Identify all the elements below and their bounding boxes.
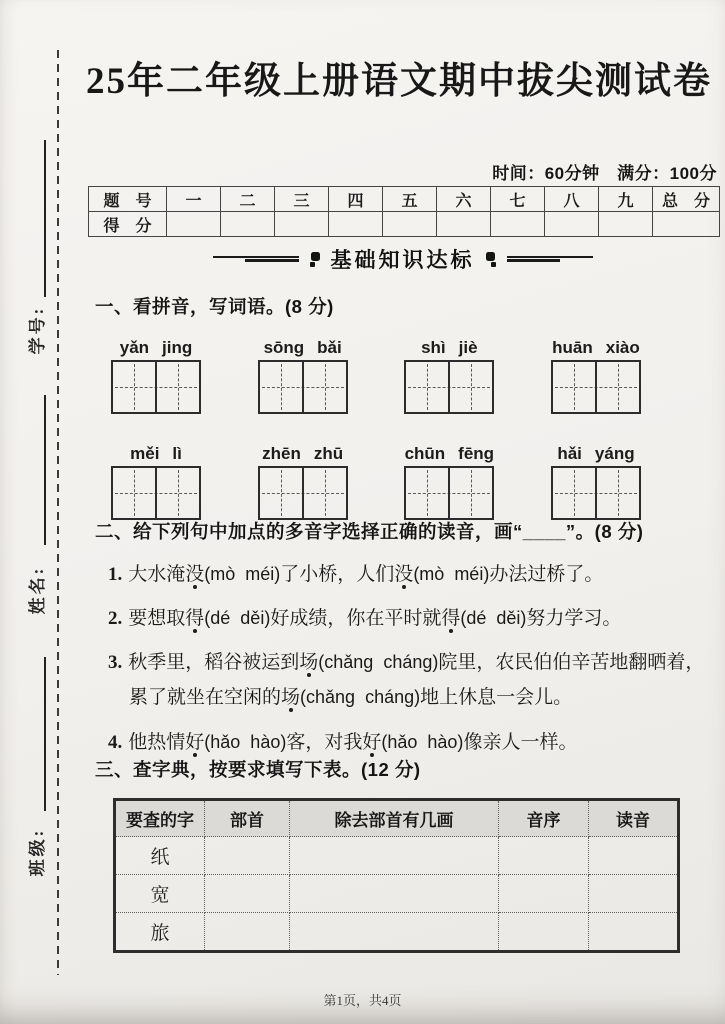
multi-sound-sentence <box>95 557 715 592</box>
writing-cell <box>406 468 448 518</box>
score-empty-cell <box>545 212 599 237</box>
writing-cell <box>260 468 302 518</box>
question-3-title: 三、查字典，按要求填写下表。(12 分) <box>95 759 421 780</box>
pinyin-label <box>551 442 641 464</box>
dictionary-table-row <box>115 875 679 913</box>
writing-grid <box>404 466 494 520</box>
pinyin-options: (dé děi) <box>460 608 527 629</box>
sentence-text: 院里，农民伯伯辛苦地翻晒着，累了就坐在空闲的 <box>129 652 705 709</box>
sentence-text: 秋季里，稻谷被运到 <box>128 652 300 674</box>
student-class-blank-line <box>44 657 46 811</box>
pinyin-options: (hǎo hào) <box>204 731 287 752</box>
score-empty-cell <box>383 212 437 237</box>
pinyin-syllable: hǎi <box>557 444 582 463</box>
student-id-label: 学号: <box>28 305 47 355</box>
answer-empty-cell <box>205 913 290 952</box>
question-2-section <box>95 518 715 760</box>
writing-grid <box>551 466 641 520</box>
pinyin-word <box>404 336 494 414</box>
lookup-character-cell: 纸 <box>115 837 205 875</box>
dotted-character: 没 <box>185 564 205 585</box>
writing-cell <box>113 468 155 518</box>
pinyin-syllable: zhū <box>313 444 344 463</box>
answer-empty-cell <box>589 837 679 875</box>
banner-left-line <box>213 255 299 264</box>
pinyin-syllable: lì <box>172 444 182 463</box>
pinyin-word-rows <box>95 336 717 520</box>
banner-right-ornament-icon <box>486 252 498 267</box>
pinyin-syllable: zhēn <box>262 444 301 463</box>
sentence-text: 努力学习。 <box>526 608 622 630</box>
pinyin-word <box>111 442 201 520</box>
dictionary-table-header-cell: 读音 <box>589 800 679 837</box>
writing-grid <box>111 466 201 520</box>
answer-empty-cell <box>499 913 589 952</box>
score-empty-cell <box>437 212 491 237</box>
pinyin-label <box>404 442 494 464</box>
time-fullscore-info: 时间：60分钟 满分：100分 <box>492 164 717 183</box>
student-name-label: 姓名: <box>28 565 47 615</box>
writing-cell <box>406 362 448 412</box>
multi-sound-sentences <box>95 557 715 760</box>
student-name-blank-line <box>44 395 46 545</box>
question-1-section <box>95 293 717 520</box>
score-table-label-cell: 题 号 <box>89 187 167 212</box>
pinyin-syllable: jiè <box>458 338 478 357</box>
section-banner <box>88 244 717 274</box>
pinyin-label <box>404 336 494 358</box>
score-empty-cell <box>329 212 383 237</box>
writing-cell <box>260 362 302 412</box>
score-table-question-cell: 八 <box>545 187 599 212</box>
dictionary-table-header-cell: 部首 <box>205 800 290 837</box>
writing-cell <box>448 468 492 518</box>
answer-empty-cell <box>290 837 499 875</box>
sentence-text: 办法过桥了。 <box>489 564 604 585</box>
sentence-text: 他热情 <box>128 731 186 753</box>
answer-empty-cell <box>499 837 589 875</box>
pinyin-syllable: chūn <box>404 444 446 463</box>
item-number: 1. <box>108 564 123 585</box>
pinyin-label <box>258 336 348 358</box>
answer-empty-cell <box>589 913 679 952</box>
score-empty-cell <box>221 212 275 237</box>
score-empty-cell <box>167 212 221 237</box>
pinyin-word <box>111 336 201 414</box>
pinyin-syllable: sōng <box>263 338 305 357</box>
pinyin-word <box>258 442 348 520</box>
score-table-question-cell: 四 <box>329 187 383 212</box>
dotted-character: 得 <box>185 608 205 630</box>
answer-empty-cell <box>290 875 499 913</box>
item-number: 2. <box>108 608 123 630</box>
pinyin-syllable: yáng <box>594 444 635 463</box>
answer-empty-cell <box>205 875 290 913</box>
dictionary-table-header-cell: 除去部首有几画 <box>290 800 499 837</box>
pinyin-options: (mò méi) <box>413 564 490 584</box>
dotted-character: 好 <box>185 731 205 753</box>
sentence-text: 要想取 <box>128 608 186 630</box>
score-table-question-cell: 七 <box>491 187 545 212</box>
page-number: 第1页，共4页 <box>323 993 402 1008</box>
pinyin-label <box>111 442 201 464</box>
score-table-score-row <box>89 212 720 237</box>
item-number: 3. <box>108 652 123 674</box>
question-3-section <box>95 756 717 953</box>
writing-cell <box>553 468 595 518</box>
sentence-text: 大水淹 <box>128 564 186 585</box>
sentence-text: 客，对我 <box>286 731 363 753</box>
student-class-label: 班级: <box>28 827 47 877</box>
pinyin-word <box>551 336 641 414</box>
pinyin-word <box>404 442 494 520</box>
score-table-question-cell: 六 <box>437 187 491 212</box>
pinyin-options: (hǎo hào) <box>381 731 464 752</box>
pinyin-syllable: xiào <box>605 338 640 357</box>
answer-empty-cell <box>290 913 499 952</box>
lookup-character-cell: 宽 <box>115 875 205 913</box>
multi-sound-sentence <box>95 725 715 760</box>
dotted-character: 好 <box>362 731 382 753</box>
score-row-label: 得 分 <box>89 212 167 237</box>
writing-grid <box>551 360 641 414</box>
lookup-character-cell: 旅 <box>115 913 205 952</box>
sentence-text: 好成绩，你在平时就 <box>270 608 442 630</box>
writing-cell <box>595 468 639 518</box>
score-table-question-cell: 五 <box>383 187 437 212</box>
dotted-character: 得 <box>441 608 461 630</box>
answer-empty-cell <box>589 875 679 913</box>
writing-cell <box>302 468 346 518</box>
dotted-character: 场 <box>281 687 301 709</box>
pinyin-word-row <box>111 442 641 520</box>
dictionary-table-header-cell: 音序 <box>499 800 589 837</box>
score-empty-cell <box>275 212 329 237</box>
section-banner-title: 基础知识达标 <box>330 249 475 272</box>
writing-grid <box>404 360 494 414</box>
pinyin-options: (chǎng cháng) <box>318 652 439 673</box>
writing-cell <box>302 362 346 412</box>
question-1-title: 一、看拼音，写词语。(8 分) <box>95 296 334 317</box>
dictionary-table-header-cell: 要查的字 <box>115 800 205 837</box>
sentence-text: 像亲人一样。 <box>463 731 578 753</box>
pinyin-word <box>258 336 348 414</box>
score-table-question-cell: 九 <box>599 187 653 212</box>
score-table-question-cell: 总 分 <box>653 187 720 212</box>
writing-grid <box>258 466 348 520</box>
pinyin-label <box>551 336 641 358</box>
answer-empty-cell <box>499 875 589 913</box>
pinyin-syllable: bǎi <box>317 338 342 357</box>
pinyin-syllable: yǎn <box>119 338 150 357</box>
dictionary-table-row <box>115 913 679 952</box>
pinyin-syllable: měi <box>130 444 160 463</box>
pinyin-syllable: shì <box>421 338 446 357</box>
score-table-question-cell: 一 <box>167 187 221 212</box>
score-table-header-row <box>89 187 720 212</box>
pinyin-syllable: fēng <box>458 444 495 463</box>
pinyin-syllable: huān <box>552 338 593 357</box>
pinyin-options: (chǎng cháng) <box>300 687 421 708</box>
sentence-text: 了小桥，人们 <box>280 564 395 585</box>
score-table-question-cell: 三 <box>275 187 329 212</box>
writing-cell <box>155 468 199 518</box>
score-empty-cell <box>491 212 545 237</box>
dotted-character: 场 <box>299 652 319 674</box>
item-number: 4. <box>108 731 123 753</box>
answer-empty-cell <box>205 837 290 875</box>
score-empty-cell <box>599 212 653 237</box>
pinyin-options: (mò méi) <box>204 564 281 584</box>
pinyin-syllable: jing <box>162 338 193 357</box>
score-empty-cell <box>653 212 720 237</box>
dictionary-table-header-row <box>115 800 679 837</box>
pinyin-label <box>111 336 201 358</box>
writing-cell <box>553 362 595 412</box>
paper-title: 25年二年级上册语文期中拔尖测试卷 <box>86 61 712 102</box>
question-2-title: 二、给下列句中加点的多音字选择正确的读音，画“____”。(8 分) <box>95 521 644 542</box>
writing-cell <box>113 362 155 412</box>
dictionary-lookup-table <box>113 798 680 953</box>
multi-sound-sentence <box>95 601 715 636</box>
pinyin-label <box>258 442 348 464</box>
sentence-text: 地上休息一会儿。 <box>420 687 573 709</box>
banner-right-line <box>507 255 593 264</box>
multi-sound-sentence <box>95 645 715 715</box>
writing-cell <box>155 362 199 412</box>
banner-left-ornament-icon <box>308 252 320 267</box>
margin-dashed-line <box>57 50 59 975</box>
pinyin-word <box>551 442 641 520</box>
writing-grid <box>111 360 201 414</box>
writing-cell <box>448 362 492 412</box>
dictionary-table-row <box>115 837 679 875</box>
pinyin-word-row <box>111 336 641 414</box>
pinyin-options: (dé děi) <box>204 608 271 629</box>
writing-grid <box>258 360 348 414</box>
dotted-character: 没 <box>394 564 414 585</box>
writing-cell <box>595 362 639 412</box>
score-table-question-cell: 二 <box>221 187 275 212</box>
score-table <box>88 186 720 237</box>
